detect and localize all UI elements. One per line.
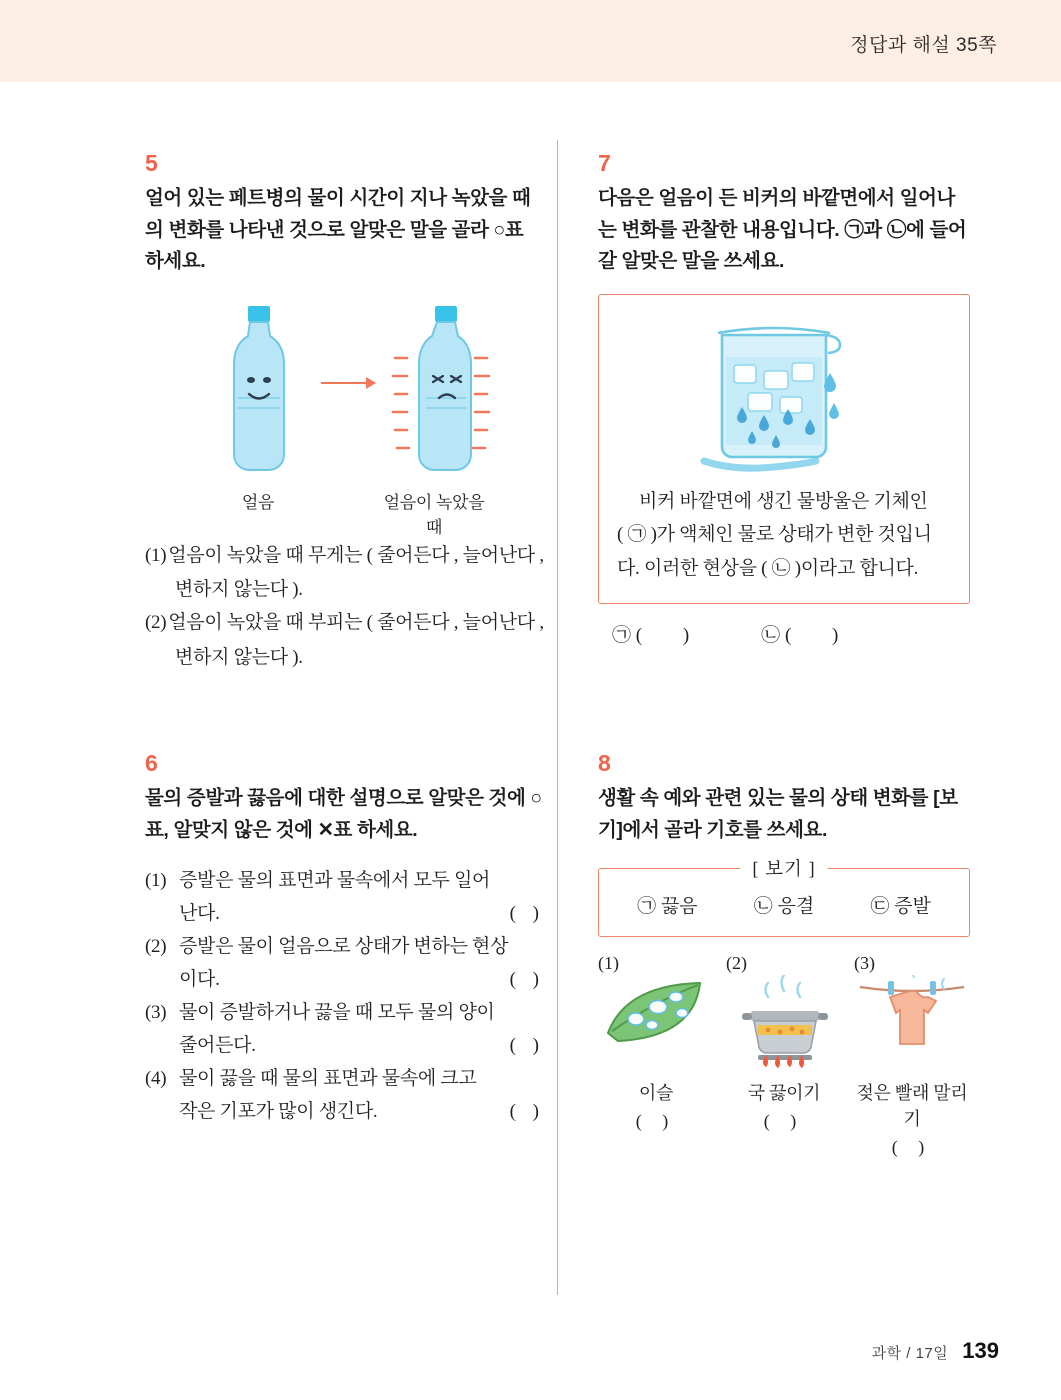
answer-parenthesis-2[interactable]: ( ) [784,625,857,647]
question-7-prompt: 다음은 얼음이 든 비커의 바깥면에서 일어나는 변화를 관찰한 내용입니다. ㉠과 ㉡에 들어갈 알맞은 말을 쓰세요. [598,187,967,273]
figure-label-left: 얼음 [241,492,275,512]
item-line-2: 작은 기포가 많이 생긴다. [179,1101,378,1123]
item-line-2: 이다. [179,969,220,991]
footer-meta: 과학 / 17일 [871,1345,949,1362]
dew-on-leaf-icon [598,975,714,1071]
example-2-answer[interactable]: ( ) [763,1111,805,1132]
question-6-item-3 [145,996,545,1062]
question-7-answer-slots [598,620,970,647]
item-line-1: 물이 증발하거나 끓을 때 모두 물의 양이 [179,1002,495,1024]
question-6-items [145,864,545,1128]
item-indent [145,897,179,930]
item-line-1: 물이 끓을 때 물의 표면과 물속에 크고 [179,1068,477,1090]
question-5-item-1 [145,540,545,573]
item-text: 얼음이 녹았을 때 무게는 ( 줄어든다 , 늘어난다 , [168,544,544,566]
question-5-item-1-cont: 변하지 않는다 ). [175,579,303,601]
right-arrow-icon [321,382,375,384]
item-label: (2) [145,612,167,634]
answer-parenthesis[interactable]: ( ) [509,1035,545,1057]
question-5-prompt: 얼어 있는 페트병의 물이 시간이 지나 녹았을 때의 변화를 나타낸 것으로 알맞은 말을 골라 ○표 하세요. [145,187,531,273]
question-6-prompt: 물의 증발과 끓음에 대한 설명으로 알맞은 것에 ○표, 알맞지 않은 것에 ✕표 하세요. [145,787,542,841]
question-6-number: 6 [145,750,158,776]
answer-reference: 정답과 해설 35쪽 [850,35,997,56]
question-6-item-1 [145,864,545,930]
question-8 [598,752,970,1158]
page-number: 139 [962,1338,999,1363]
example-3 [854,953,970,1158]
bogi-item-1: ㉠ 끓음 [637,896,698,918]
question-5-items [145,540,545,675]
ice-bottle-icon [203,302,313,482]
item-indent [145,1095,179,1128]
example-1-caption: 이슬 [638,1083,674,1104]
item-label: (1) [145,544,167,566]
question-7-number: 7 [598,150,611,176]
question-6 [145,752,545,1129]
example-2 [726,953,842,1158]
question-6-item-4 [145,1062,545,1128]
melted-bottle-icon [383,302,513,482]
figure-label-right: 얼음이 녹았을 때 [383,492,485,537]
question-5-item-2-cont: 변하지 않는다 ). [175,646,303,668]
melted-bottle-figure [383,302,493,538]
answer-parenthesis[interactable]: ( ) [509,903,545,925]
symbol-1: ㉠ [612,625,632,647]
bogi-item-3: ㉢ 증발 [870,896,931,918]
boiling-pot-icon [726,975,842,1071]
question-5-item-2 [145,607,545,640]
example-2-number: (2) [726,953,747,974]
example-1-answer[interactable]: ( ) [635,1111,677,1132]
question-8-number: 8 [598,750,611,776]
bogi-items [609,891,959,918]
item-line-2: 난다. [179,903,220,925]
item-label: (2) [145,936,167,958]
page-footer [872,1338,999,1364]
answer-parenthesis[interactable]: ( ) [509,1101,545,1123]
answer-parenthesis[interactable]: ( ) [509,969,545,991]
item-label: (3) [145,1002,167,1024]
answer-parenthesis-1[interactable]: ( ) [635,625,708,647]
frozen-bottle-figure [203,302,313,513]
item-indent [145,963,179,996]
item-line-1: 증발은 물이 얼음으로 상태가 변하는 현상 [179,936,509,958]
question-8-examples [598,953,970,1158]
beaker-figure [617,311,951,479]
question-7-passage-line-3: 다. 이러한 현상을 ( ㉡ )이라고 합니다. [617,557,919,579]
question-7-passage-line-1: 비커 바깥면에 생긴 물방울은 기체인 [639,490,928,512]
question-5-figure [145,296,545,537]
item-line-2: 줄어든다. [179,1035,256,1057]
bogi-wrapper [598,860,970,937]
question-7-box [598,294,970,604]
ice-beaker-icon [664,311,904,479]
bogi-title: [ 보기 ] [740,855,827,881]
question-6-item-2 [145,930,545,996]
item-label: (1) [145,870,167,892]
answer-slot-2[interactable] [761,620,856,647]
question-5-number: 5 [145,150,158,176]
laundry-drying-icon [854,975,970,1071]
example-2-caption: 국 끓이기 [747,1083,821,1104]
example-3-caption: 젖은 빨래 말리기 [856,1083,968,1130]
item-text: 얼음이 녹았을 때 부피는 ( 줄어든다 , 늘어난다 , [168,612,544,634]
answer-slot-1[interactable] [612,620,707,647]
column-divider [557,140,558,1295]
bogi-item-2: ㉡ 응결 [753,896,815,918]
example-1 [598,953,714,1158]
question-7 [598,152,970,647]
question-7-passage-line-2: ( ㉠ )가 액체인 물로 상태가 변한 것입니 [617,524,932,546]
item-label: (4) [145,1068,167,1090]
item-indent [145,1029,179,1062]
question-8-prompt: 생활 속 예와 관련 있는 물의 상태 변화를 [보기]에서 골라 기호를 쓰세요. [598,787,958,841]
item-line-1: 증발은 물의 표면과 물속에서 모두 일어 [179,870,491,892]
symbol-2: ㉡ [761,625,781,647]
example-3-answer[interactable]: ( ) [891,1137,933,1158]
example-3-number: (3) [854,953,875,974]
question-5 [145,152,545,674]
example-1-number: (1) [598,953,619,974]
